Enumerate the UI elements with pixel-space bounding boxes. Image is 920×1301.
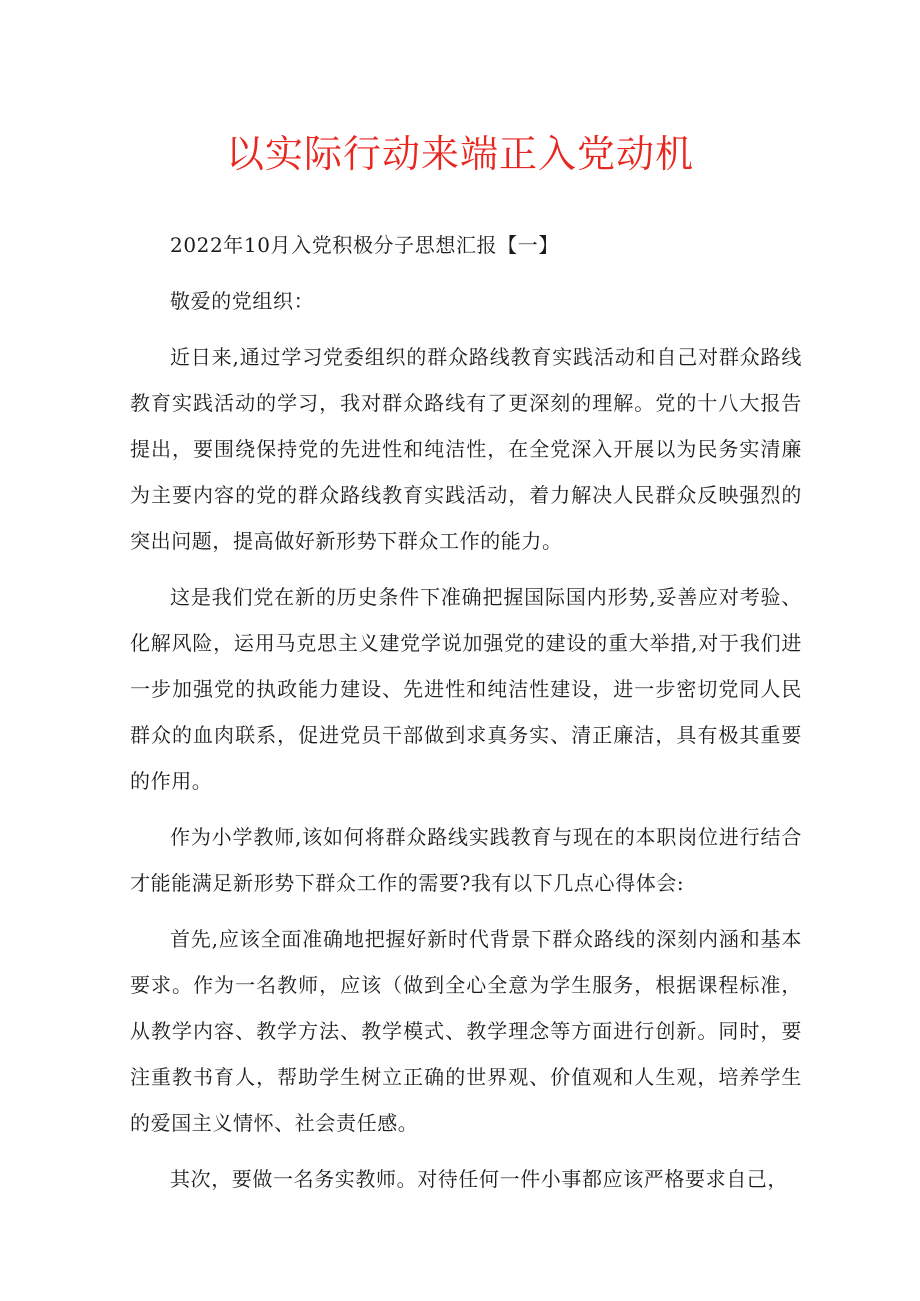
document-body (130, 222, 802, 1212)
paragraph-5: 其次，要做一名务实教师。对待任何一件小事都应该严格要求自己， (170, 1167, 788, 1191)
paragraph-2: 这是我们党在新的历史条件下准确把握国际国内形势,妥善应对考验、化解风险，运用马克思主义建党学说加强党的建设的重大举措,对于我们进一步加强党的执政能力建设、先进性和纯洁性建设，进一步密切党同人民群众的血肉联系，促进党员干部做到求真务实、清正廉洁，具有极其重要的作用。 (130, 585, 802, 793)
salutation: 敬爱的党组织： (170, 289, 315, 313)
paragraph-3: 作为小学教师,该如何将群众路线实践教育与现在的本职岗位进行结合才能能满足新形势下群众工作的需要?我有以下几点心得体会: (130, 825, 802, 895)
paragraph-1: 近日来,通过学习党委组织的群众路线教育实践活动和自己对群众路线教育实践活动的学习，我对群众路线有了更深刻的理解。党的十八大报告提出，要围绕保持党的先进性和纯洁性，在全党深入开展以为民务实清廉为主要内容的党的群众路线教育实践活动，着力解决人民群众反映强烈的突出问题，提高做好新形势下群众工作的能力。 (130, 345, 802, 553)
paragraph-4: 首先,应该全面准确地把握好新时代背景下群众路线的深刻内涵和基本要求。作为一名教师，应该（做到全心全意为学生服务，根据课程标准，从教学内容、教学方法、教学模式、教学理念等方面进行创新。同时，要注重教书育人，帮助学生树立正确的世界观、价值观和人生观，培养学生的爱国主义情怀、社会责任感。 (130, 927, 802, 1135)
report-heading: 2022年10月入党积极分子思想汇报【一】 (170, 233, 559, 257)
document-title: 以实际行动来端正入党动机 (225, 132, 694, 176)
